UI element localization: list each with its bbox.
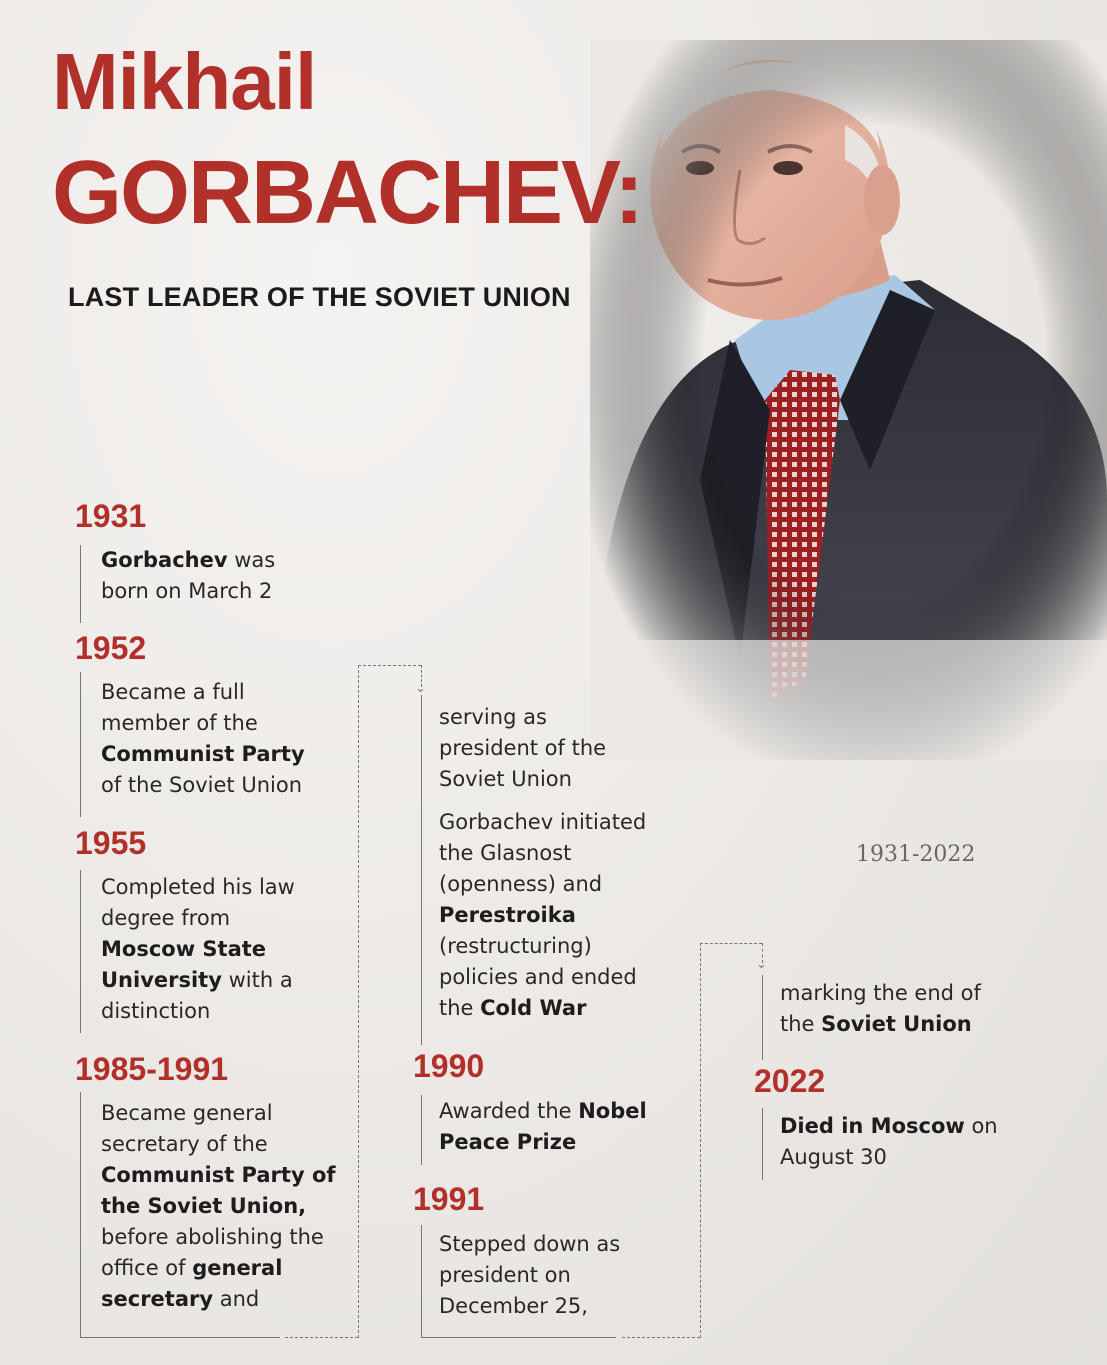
timeline-line-col3-b [762, 1108, 763, 1180]
timeline-year: 1990 [413, 1048, 485, 1084]
timeline-desc [101, 872, 326, 1027]
chevron-down-icon: ⌄ [756, 957, 767, 972]
timeline-connector-2-up [700, 943, 701, 1338]
timeline-line-col1-b [80, 672, 81, 817]
timeline-line-col1-d [80, 1092, 81, 1338]
timeline-desc-text: before abolishing the office of [101, 1225, 324, 1280]
timeline-line-col1-bottom [80, 1337, 280, 1338]
timeline-desc-bold: Soviet Union [821, 1012, 972, 1036]
timeline-desc [439, 702, 639, 795]
timeline-desc [439, 1096, 664, 1158]
subtitle: LAST LEADER OF THE SOVIET UNION [68, 282, 571, 312]
timeline-desc-bold: Cold War [480, 996, 587, 1020]
timeline-line-col2-b [421, 1095, 422, 1165]
timeline-year: 1955 [75, 825, 147, 861]
timeline-desc-bold: Moscow State University [101, 937, 267, 992]
timeline-connector-2-top [700, 943, 762, 944]
timeline-desc-text: Stepped down as president on December 25, [439, 1232, 621, 1318]
title-last-name: GORBACHEV: [52, 143, 643, 243]
timeline-line-col1-c [80, 870, 81, 1033]
timeline-line-col2-a [421, 695, 422, 1045]
timeline-connector-1-top [358, 665, 421, 666]
timeline-desc [780, 1111, 1005, 1173]
timeline-desc-bold: Gorbachev [101, 548, 228, 572]
timeline-desc-text: and [213, 1287, 260, 1311]
gorbachev-portrait [590, 40, 1107, 760]
timeline-desc-text: marking the end of the [780, 981, 981, 1036]
timeline-line-col2-c [421, 1225, 422, 1338]
timeline-year: 2022 [754, 1063, 826, 1099]
timeline-desc-text: Gorbachev initiated the Glasnost (openness) and [439, 810, 647, 896]
timeline-desc-text: with a distinction [101, 968, 293, 1023]
timeline-desc [101, 545, 301, 607]
title-first-name: Mikhail [52, 37, 317, 126]
timeline-desc-bold: Perestroika [439, 903, 576, 927]
timeline-desc-text: on August 30 [780, 1114, 998, 1169]
timeline-desc-text: (restructuring) policies and ended the [439, 934, 637, 1020]
timeline-desc-bold: general secretary [101, 1256, 283, 1311]
timeline-desc-text: Awarded the [439, 1099, 579, 1123]
timeline-desc-text: serving as president of the Soviet Union [439, 705, 607, 791]
timeline-desc-bold: Died in Moscow [780, 1114, 965, 1138]
timeline-desc [439, 1229, 639, 1322]
timeline-year: 1991 [413, 1181, 485, 1217]
lifespan: 1931-2022 [856, 842, 976, 867]
timeline-desc [101, 677, 331, 801]
timeline-desc-text: Completed his law degree from [101, 875, 295, 930]
timeline-desc-text: Became general secretary of the [101, 1101, 273, 1156]
timeline-desc-bold: Communist Party of the Soviet Union, [101, 1163, 336, 1218]
timeline-desc-text: was born on March 2 [101, 548, 276, 603]
timeline-line-col1-a [80, 545, 81, 623]
timeline-connector-1-up [358, 665, 359, 1338]
timeline-desc [101, 1098, 341, 1315]
timeline-desc [439, 807, 664, 1024]
timeline-desc [780, 978, 1005, 1040]
chevron-down-icon: ⌄ [415, 681, 426, 696]
timeline-connector-2-bottom [622, 1337, 700, 1338]
timeline-year: 1931 [75, 498, 147, 534]
timeline-desc-bold: Communist Party [101, 742, 305, 766]
timeline-desc-text: of the Soviet Union [101, 773, 302, 797]
timeline-year: 1985-1991 [75, 1051, 229, 1087]
timeline-line-col2-bottom [421, 1337, 616, 1338]
timeline-desc-bold: Nobel Peace Prize [439, 1099, 647, 1154]
timeline-connector-1-bottom [285, 1337, 358, 1338]
timeline-year: 1952 [75, 630, 147, 666]
timeline-line-col3-a [762, 975, 763, 1060]
timeline-desc-text: Became a full member of the [101, 680, 258, 735]
